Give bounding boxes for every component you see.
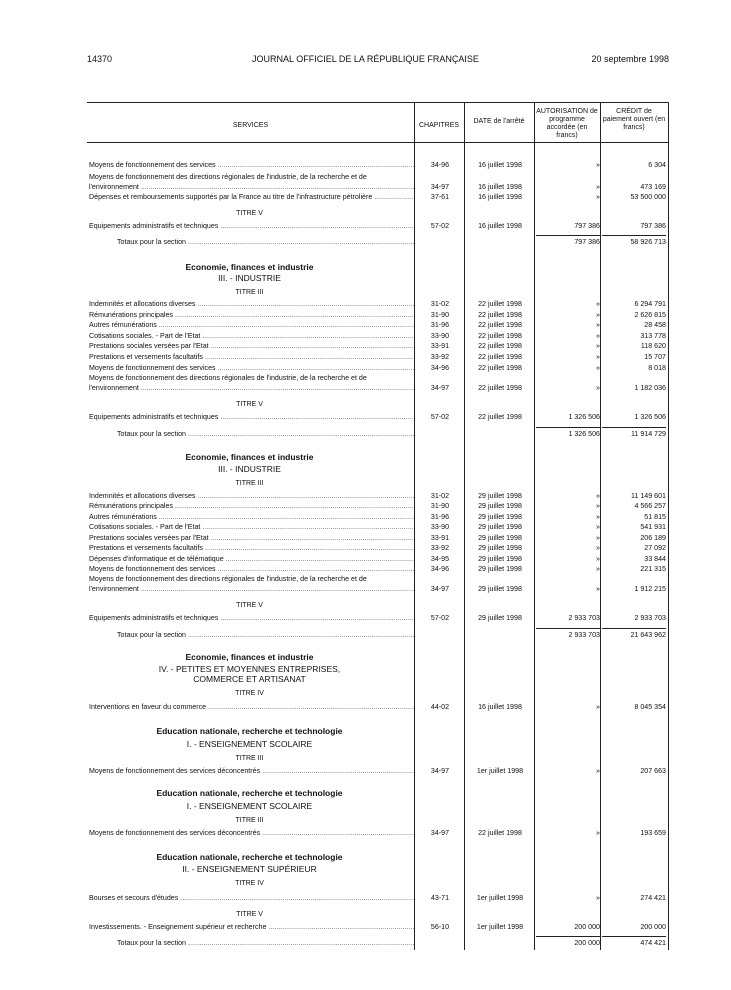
section-heading: III. - INDUSTRIE [218,273,281,283]
issue-date: 20 septembre 1998 [591,54,669,64]
journal-title: JOURNAL OFFICIEL DE LA RÉPUBLIQUE FRANÇAISE [252,54,479,64]
service-label: Equipements administratifs et techniques ..... [89,222,414,231]
credit-cell: 27 092 [644,544,666,552]
ministry-heading: Economie, finances et industrie [185,452,314,462]
date-cell: 22 juillet 1998 [478,413,522,421]
chapter-cell: 31-02 [430,300,450,308]
credit-cell: 6 304 [648,161,666,169]
authorisation-cell: » [596,492,600,500]
authorisation-cell: » [596,183,600,191]
column-header-chapitres: CHAPITRES [418,122,460,129]
date-cell: 22 juillet 1998 [478,300,522,308]
section-total-label: Totaux pour la section ..... [117,631,414,640]
authorisation-cell: 1 326 506 [568,430,600,438]
section-total-label: Totaux pour la section ..... [117,238,414,247]
date-cell: 22 juillet 1998 [478,342,522,350]
credit-cell: 2 933 703 [634,614,666,622]
credit-cell: 4 566 257 [634,502,666,510]
authorisation-cell: » [596,555,600,563]
authorisation-cell: » [596,767,600,775]
ministry-heading: Economie, finances et industrie [185,652,314,662]
service-label: Cotisations sociales. - Part de l'Etat ..... [89,523,414,532]
total-rule [602,936,666,937]
service-label: Prestations et versements facultatifs ..... [89,544,414,553]
ministry-heading: Education nationale, recherche et technologie [156,788,343,798]
column-header-date: DATE de l'arrêté [473,118,525,125]
service-label: Moyens de fonctionnement des services ..... [89,364,414,373]
credit-cell: 8 018 [648,364,666,372]
column-divider [414,102,415,950]
authorisation-cell: » [596,321,600,329]
date-cell: 1er juillet 1998 [476,767,524,775]
service-label: Investissements. - Enseignement supérieur et recherche ..... [89,923,414,932]
credit-cell: 206 189 [640,534,666,542]
credit-cell: 118 620 [640,342,666,350]
service-label: Prestations sociales versées par l'Etat ..... [89,342,414,351]
total-rule [602,427,666,428]
credit-cell: 58 926 713 [630,238,666,246]
section-heading: IV. - PETITES ET MOYENNES ENTREPRISES, [158,664,341,674]
titre-heading: TITRE V [236,911,263,918]
credit-cell: 53 500 000 [630,193,666,201]
credit-cell: 797 386 [640,222,666,230]
date-cell: 16 juillet 1998 [478,193,522,201]
credit-cell: 6 294 791 [634,300,666,308]
credit-cell: 1 326 506 [634,413,666,421]
service-label: l'environnement ..... [89,384,414,393]
chapter-cell: 57-02 [430,413,450,421]
chapter-cell: 37-61 [430,193,450,201]
column-header-credit: CRÉDIT de paiement ouvert (en francs) [602,108,666,131]
column-divider [534,102,535,950]
credit-cell: 51 815 [644,513,666,521]
credit-cell: 200 000 [640,923,666,931]
date-cell: 29 juillet 1998 [478,523,522,531]
service-label: Rémunérations principales ..... [89,502,414,511]
section-total-label: Totaux pour la section ..... [117,939,414,948]
column-divider [464,102,465,950]
credit-cell: 21 643 962 [630,631,666,639]
credit-cell: 2 626 815 [634,311,666,319]
authorisation-cell: 200 000 [574,923,600,931]
date-cell: 16 juillet 1998 [478,222,522,230]
section-heading: II. - ENSEIGNEMENT SUPÉRIEUR [182,864,317,874]
chapter-cell: 34-95 [430,555,450,563]
column-header-services: SERVICES [232,122,269,129]
chapter-cell: 56-10 [430,923,450,931]
credit-cell: 193 659 [640,829,666,837]
authorisation-cell: » [596,332,600,340]
credit-cell: 474 421 [640,939,666,947]
titre-heading: TITRE IV [235,880,264,887]
titre-heading: TITRE III [235,289,264,296]
service-label: Interventions en faveur du commerce ..... [89,703,414,712]
chapter-cell: 33-92 [430,353,450,361]
service-label: l'environnement ..... [89,183,414,192]
chapter-cell: 31-90 [430,311,450,319]
service-label: Indemnités et allocations diverses ..... [89,300,414,309]
date-cell: 22 juillet 1998 [478,332,522,340]
authorisation-cell: » [596,565,600,573]
credit-cell: 11 149 601 [631,492,666,500]
chapter-cell: 31-96 [430,513,450,521]
date-cell: 22 juillet 1998 [478,829,522,837]
date-cell: 22 juillet 1998 [478,353,522,361]
authorisation-cell: » [596,523,600,531]
service-label: Autres rémunérations ..... [89,321,414,330]
chapter-cell: 34-97 [430,384,450,392]
authorisation-cell: » [596,364,600,372]
chapter-cell: 57-02 [430,222,450,230]
date-cell: 22 juillet 1998 [478,321,522,329]
date-cell: 16 juillet 1998 [478,703,522,711]
date-cell: 16 juillet 1998 [478,161,522,169]
total-rule [602,628,666,629]
chapter-cell: 34-97 [430,829,450,837]
authorisation-cell: » [596,353,600,361]
service-label: Moyens de fonctionnement des directions régionales de l'industrie, de la recherche et de [89,374,367,382]
section-heading: I. - ENSEIGNEMENT SCOLAIRE [186,801,313,811]
authorisation-cell: » [596,703,600,711]
total-rule [536,427,600,428]
service-label: Bourses et secours d'études ..... [89,894,414,903]
titre-heading: TITRE V [236,210,263,217]
section-heading: III. - INDUSTRIE [218,464,281,474]
service-label: Autres rémunérations ..... [89,513,414,522]
chapter-cell: 34-97 [430,585,450,593]
date-cell: 22 juillet 1998 [478,384,522,392]
chapter-cell: 44-02 [430,703,450,711]
date-cell: 29 juillet 1998 [478,614,522,622]
authorisation-cell: » [596,193,600,201]
authorisation-cell: » [596,534,600,542]
authorisation-cell: » [596,894,600,902]
credit-cell: 313 778 [640,332,666,340]
date-cell: 29 juillet 1998 [478,534,522,542]
date-cell: 29 juillet 1998 [478,513,522,521]
titre-heading: TITRE III [235,480,264,487]
date-cell: 1er juillet 1998 [476,923,524,931]
credit-cell: 8 045 354 [634,703,666,711]
authorisation-cell: 2 933 703 [568,631,600,639]
credit-cell: 11 914 729 [631,430,666,438]
chapter-cell: 33-91 [430,342,450,350]
titre-heading: TITRE III [235,755,264,762]
authorisation-cell: 1 326 506 [568,413,600,421]
service-label: Moyens de fonctionnement des services ..... [89,161,414,170]
service-label: Moyens de fonctionnement des services ..... [89,565,414,574]
service-label: Cotisations sociales. - Part de l'Etat ..... [89,332,414,341]
page-number: 14370 [87,54,113,64]
authorisation-cell: 2 933 703 [568,614,600,622]
authorisation-cell: » [596,502,600,510]
chapter-cell: 31-90 [430,502,450,510]
chapter-cell: 34-96 [430,161,450,169]
titre-heading: TITRE V [236,602,263,609]
titre-heading: TITRE V [236,401,263,408]
chapter-cell: 33-92 [430,544,450,552]
authorisation-cell: » [596,161,600,169]
date-cell: 29 juillet 1998 [478,544,522,552]
authorisation-cell: 200 000 [574,939,600,947]
service-label: Dépenses et remboursements supportés par la France au titre de l'infrastructure pétrolière ..... [89,193,414,202]
service-label: Indemnités et allocations diverses ..... [89,492,414,501]
chapter-cell: 34-97 [430,767,450,775]
credit-cell: 28 458 [644,321,666,329]
authorisation-cell: » [596,300,600,308]
date-cell: 29 juillet 1998 [478,585,522,593]
authorisation-cell: 797 386 [574,222,600,230]
chapter-cell: 33-90 [430,332,450,340]
column-header-autorisation: AUTORISATION de programme accordée (en francs) [536,108,598,139]
chapter-cell: 34-96 [430,364,450,372]
date-cell: 29 juillet 1998 [478,565,522,573]
date-cell: 29 juillet 1998 [478,555,522,563]
credit-cell: 541 931 [640,523,666,531]
total-rule [602,235,666,236]
column-divider [600,102,601,950]
service-label: Moyens de fonctionnement des directions régionales de l'industrie, de la recherche et de [89,173,367,181]
header-separator [87,142,669,143]
chapter-cell: 33-91 [430,534,450,542]
credit-cell: 15 707 [644,353,666,361]
chapter-cell: 57-02 [430,614,450,622]
authorisation-cell: » [596,544,600,552]
service-label: Equipements administratifs et techniques ..... [89,614,414,623]
credit-cell: 473 169 [640,183,666,191]
chapter-cell: 34-97 [430,183,450,191]
authorisation-cell: » [596,829,600,837]
total-rule [536,628,600,629]
service-label: Moyens de fonctionnement des services déconcentrés ..... [89,829,414,838]
titre-heading: TITRE III [235,817,264,824]
section-heading: I. - ENSEIGNEMENT SCOLAIRE [186,739,313,749]
chapter-cell: 43-71 [430,894,450,902]
service-label: l'environnement ..... [89,585,414,594]
date-cell: 29 juillet 1998 [478,502,522,510]
date-cell: 29 juillet 1998 [478,492,522,500]
ministry-heading: Education nationale, recherche et technologie [156,852,343,862]
authorisation-cell: » [596,585,600,593]
titre-heading: TITRE IV [235,690,264,697]
date-cell: 22 juillet 1998 [478,364,522,372]
service-label: Dépenses d'informatique et de télématique ..... [89,555,414,564]
chapter-cell: 31-96 [430,321,450,329]
service-label: Moyens de fonctionnement des directions régionales de l'industrie, de la recherche et de [89,575,367,583]
credit-cell: 207 663 [640,767,666,775]
chapter-cell: 34-96 [430,565,450,573]
credit-cell: 221 315 [640,565,666,573]
date-cell: 1er juillet 1998 [476,894,524,902]
ministry-heading: Economie, finances et industrie [185,262,314,272]
date-cell: 22 juillet 1998 [478,311,522,319]
authorisation-cell: » [596,384,600,392]
authorisation-cell: 797 386 [574,238,600,246]
total-rule [536,235,600,236]
section-total-label: Totaux pour la section ..... [117,430,414,439]
credit-cell: 1 912 215 [634,585,666,593]
credit-cell: 274 421 [640,894,666,902]
authorisation-cell: » [596,342,600,350]
ministry-heading: Education nationale, recherche et technologie [156,726,343,736]
authorisation-cell: » [596,311,600,319]
service-label: Equipements administratifs et techniques ..... [89,413,414,422]
chapter-cell: 33-90 [430,523,450,531]
section-heading: COMMERCE ET ARTISANAT [193,674,306,684]
credit-cell: 1 182 036 [634,384,666,392]
authorisation-cell: » [596,513,600,521]
service-label: Moyens de fonctionnement des services déconcentrés ..... [89,767,414,776]
credit-cell: 33 844 [644,555,666,563]
chapter-cell: 31-02 [430,492,450,500]
service-label: Rémunérations principales ..... [89,311,414,320]
date-cell: 16 juillet 1998 [478,183,522,191]
total-rule [536,936,600,937]
service-label: Prestations et versements facultatifs ..... [89,353,414,362]
service-label: Prestations sociales versées par l'Etat ..... [89,534,414,543]
column-divider [668,102,669,950]
